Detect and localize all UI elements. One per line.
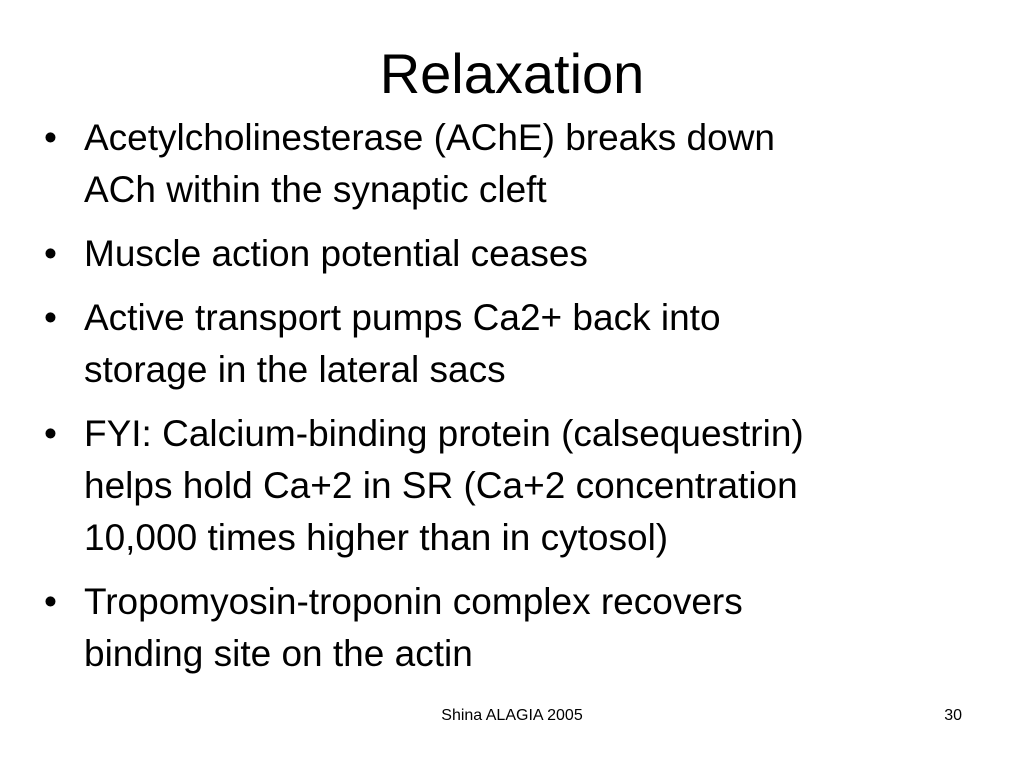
bullet-line: ACh within the synaptic cleft bbox=[84, 169, 547, 210]
bullet-line: Muscle action potential ceases bbox=[84, 233, 588, 274]
bullet-icon: • bbox=[44, 297, 57, 338]
bullet-item bbox=[44, 228, 994, 280]
slide-title: Relaxation bbox=[379, 42, 645, 105]
bullet-line: FYI: Calcium-binding protein (calsequestrin) bbox=[84, 413, 804, 454]
bullet-icon: • bbox=[44, 413, 57, 454]
bullet-icon: • bbox=[44, 581, 57, 622]
bullet-item bbox=[44, 292, 994, 396]
bullet-line: Tropomyosin-troponin complex recovers bbox=[84, 581, 743, 622]
bullet-line: Active transport pumps Ca2+ back into bbox=[84, 297, 721, 338]
bullet-line: helps hold Ca+2 in SR (Ca+2 concentration bbox=[84, 465, 798, 506]
footer-author: Shina ALAGIA 2005 bbox=[441, 707, 583, 724]
bullet-line: 10,000 times higher than in cytosol) bbox=[84, 517, 669, 558]
bullet-line: Acetylcholinesterase (AChE) breaks down bbox=[84, 117, 775, 158]
bullet-item bbox=[44, 112, 994, 216]
bullet-line: storage in the lateral sacs bbox=[84, 349, 506, 390]
bullet-list bbox=[44, 112, 994, 692]
bullet-item bbox=[44, 408, 994, 564]
bullet-icon: • bbox=[44, 233, 57, 274]
bullet-line: binding site on the actin bbox=[84, 633, 473, 674]
bullet-item bbox=[44, 576, 994, 680]
bullet-icon: • bbox=[44, 117, 57, 158]
page-number: 30 bbox=[944, 707, 962, 724]
